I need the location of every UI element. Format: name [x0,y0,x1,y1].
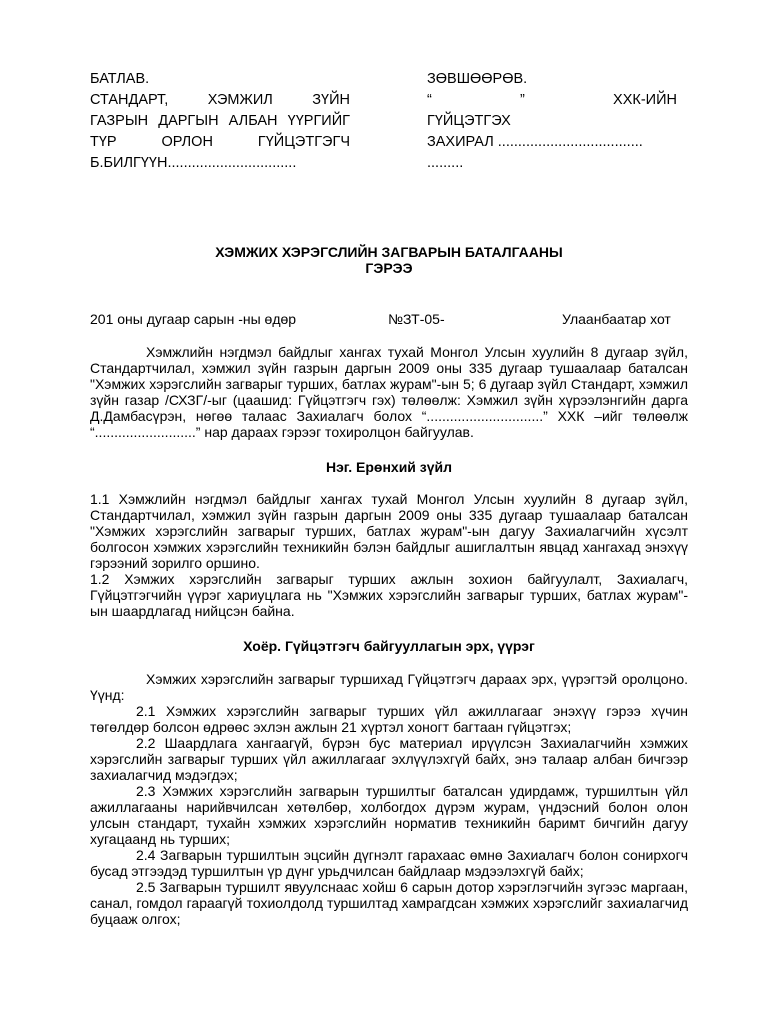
intro-paragraph [90,344,688,440]
approver-position-line: ГАЗРЫН ДАРГЫН АЛБАН ҮҮРГИЙГ [90,113,350,129]
director-signature-line: ЗАХИРАЛ .................................... [427,134,643,150]
approver-role-line: ТҮР ОРЛОН ГҮЙЦЭТГЭГЧ [90,134,350,150]
title-line-2: ГЭРЭЭ [365,260,413,276]
clause-2-1: 2.1 Хэмжих хэрэгслийн загварыг турших үйл ажиллагааг энэхүү гэрээ хүчин төгөлдөр болсон өдрөөс эхлэн ажлын 21 хүртэл хоногт багтаан гүйцэтгэх; [90,703,688,735]
section-1-heading: Нэг. Ерөнхий зүйл [325,459,453,475]
clause-1-2: 1.2 Хэмжих хэрэгслийн загварыг турших ажлын зохион байгуулалт, Захиалагч, Гүйцэтгэгчийн үүрэг хариуцлага нь "Хэмжих хэрэгслийн загварыг турших, батлах журам"-ын шаардлагад нийцсэн байна. [90,571,688,619]
director-signature-continuation: ......... [427,155,464,171]
approval-block-left [90,69,350,174]
executive-line: ГҮЙЦЭТГЭХ [427,113,511,129]
approval-block-right [427,69,677,174]
clause-2-5: 2.5 Загварын туршилт явуулснаас хойш 6 сарын дотор хэрэглэгчийн зүгээс маргаан, санал, гомдол гараагүй тохиолдолд туршилтад хамрагдсан хэмжих хэрэгслийг захиалагчид буцааж олгох; [90,879,688,927]
approver-org-line: СТАНДАРТ, ХЭМЖИЛ ЗҮЙН [90,92,350,108]
title-line-1: ХЭМЖИХ ХЭРЭГСЛИЙН ЗАГВАРЫН БАТАЛГААНЫ [215,244,563,260]
section-1-body [90,491,688,619]
company-name-line: “ ” ХХК-ИЙН [427,92,677,108]
contract-city: Улаанбаатар хот [562,311,671,327]
clause-2-3: 2.3 Хэмжих хэрэгслийн загварын туршилтыг баталсан удирдамж, туршилтын үйл ажиллагааны нарийвчилсан хөтөлбөр, холбогдох дүрэм журам, үндэсний болон олон улсын стандарт, тухайн хэмжих хэрэгслийн норматив техникийн баримт бичгийн дагуу хугацаанд нь турших; [90,783,688,847]
consent-heading: ЗӨВШӨӨРӨВ. [427,71,528,87]
approve-heading: БАТЛАВ. [90,71,150,87]
section-2-lead: Хэмжих хэрэгслийн загварыг туршихад Гүйцэтгэгч дараах эрх, үүрэгтэй оролцоно. Үүнд: [90,671,688,703]
document-title [90,244,688,276]
contract-date: 201 оны дугаар сарын -ны өдөр [90,311,297,327]
clause-2-2: 2.2 Шаардлага хангаагүй, бүрэн бус материал ирүүлсэн Захиалагчийн хэмжих хэрэгслийн загварыг турших үйл ажиллагааг эхлүүлэхгүй байх, энэ талаар албан бичгээр захиалагчид мэдэгдэх; [90,735,688,783]
intro-text: Хэмжлийн нэгдмэл байдлыг хангах тухай Монгол Улсын хуулийн 8 дугаар зүйл, Стандартчилал, хэмжил зүйн газрын даргын 2009 оны 335 дугаар тушаалаар баталсан "Хэмжих хэрэгслийн загварыг турших, батлах журам"-ын 5; 6 дугаар зүйл Стандарт, хэмжил зүйн газар /СХЗГ/-ыг (цаашид: Гүйцэтгэгч гэх) төлөөлж: Хэмжил зүйн хүрээлэнгийн дарга Д.Дамбасүрэн, нөгөө талаас Захиалагч болох “..............................” ХХК –ийг төлөөлж “..........................” нар дараах гэрээг тохиролцон байгуулав. [90,344,688,440]
clause-1-1: 1.1 Хэмжлийн нэгдмэл байдлыг хангах тухай Монгол Улсын хуулийн 8 дугаар зүйл, Стандартчилал, хэмжил зүйн газрын даргын 2009 оны 335 дугаар тушаалаар баталсан "Хэмжих хэрэгслийн загварыг турших, батлах журам"-ын дагуу Захиалагчийн хүсэлт болгосон хэмжих хэрэгслийн техникийн бэлэн байдлыг ашиглалтын явцад хангахад энэхүү гэрээний зорилго оршино. [90,491,688,571]
section-2-body [90,671,688,927]
approver-signature-line: Б.БИЛГҮҮН................................ [90,155,297,171]
clause-2-4: 2.4 Загварын туршилтын эцсийн дүгнэлт гарахаас өмнө Захиалагч болон сонирхогч бусад этгээдэд туршилтын үр дүнг урьдчилсан байдлаар мэдээлэхгүй байх; [90,847,688,879]
section-2-heading: Хоёр. Гүйцэтгэгч байгууллагын эрх, үүрэг [243,638,535,654]
contract-number: №ЗТ-05- [388,311,445,327]
